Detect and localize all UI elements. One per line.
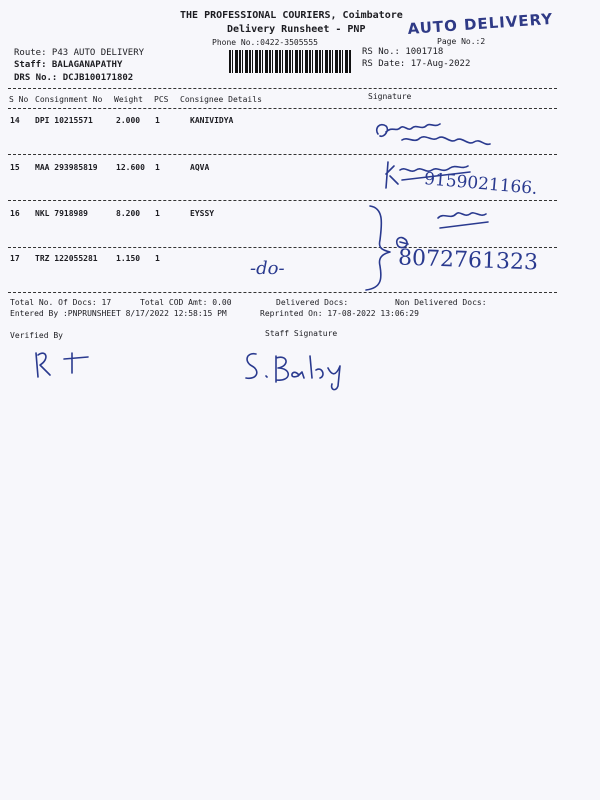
row-consignment: TRZ 122055281 <box>35 254 98 263</box>
staff-label: Staff: BALAGANAPATHY <box>14 60 123 70</box>
row-sno: 14 <box>10 116 20 125</box>
col-weight: Weight <box>114 95 143 104</box>
row-pcs: 1 <box>155 163 160 172</box>
total-docs: Total No. Of Docs: 17 <box>10 298 112 307</box>
row-pcs: 1 <box>155 209 160 218</box>
col-consignee: Consignee Details <box>180 95 262 104</box>
barcode <box>229 50 351 73</box>
row-sno: 17 <box>10 254 20 263</box>
row-consignment: NKL 7918989 <box>35 209 88 218</box>
handwritten-phone-1: 9159021166. <box>423 169 539 199</box>
col-signature: Signature <box>368 92 412 101</box>
cod-amount: Total COD Amt: 0.00 <box>140 298 232 307</box>
reprinted-on: Reprinted On: 17-08-2022 13:06:29 <box>260 309 419 318</box>
rs-number: RS No.: 1001718 <box>362 47 444 57</box>
rs-date: RS Date: 17-Aug-2022 <box>362 59 471 69</box>
col-consignment: Consignment No <box>35 95 103 104</box>
row-sno: 15 <box>10 163 20 172</box>
signature-row-14 <box>372 110 512 154</box>
non-delivered-docs: Non Delivered Docs: <box>395 298 487 307</box>
staff-signature <box>240 346 370 396</box>
handwritten-phone-2: 8072761323 <box>397 245 539 276</box>
handwritten-ditto: -do- <box>250 258 285 279</box>
row-weight: 12.600 <box>116 163 145 172</box>
verified-by-label: Verified By <box>10 331 63 340</box>
row-consignee: AQVA <box>190 163 210 172</box>
staff-signature-label: Staff Signature <box>265 329 338 338</box>
page-number: Page No.:2 <box>437 37 486 46</box>
route-label: Route: P43 AUTO DELIVERY <box>14 48 145 58</box>
company-name: THE PROFESSIONAL COURIERS, Coimbatore <box>180 10 403 21</box>
row-sno: 16 <box>10 209 20 218</box>
verifier-signature <box>28 345 108 385</box>
divider <box>8 88 557 89</box>
entered-by: Entered By :PNPRUNSHEET 8/17/2022 12:58:15 PM <box>10 309 227 318</box>
auto-delivery-stamp: AUTO DELIVERY <box>407 9 554 38</box>
document-title: Delivery Runsheet - PNP <box>227 24 366 35</box>
row-consignment: DPI 10215571 <box>35 116 93 125</box>
row-pcs: 1 <box>155 116 160 125</box>
row-consignment: MAA 293985819 <box>35 163 98 172</box>
row-weight: 1.150 <box>116 254 141 263</box>
col-sno: S No <box>9 95 29 104</box>
row-consignee: KANIVIDYA <box>190 116 234 125</box>
row-weight: 8.200 <box>116 209 141 218</box>
row-weight: 2.000 <box>116 116 141 125</box>
divider <box>8 108 557 109</box>
row-pcs: 1 <box>155 254 160 263</box>
drs-number: DRS No.: DCJB100171802 <box>14 73 134 83</box>
delivered-docs: Delivered Docs: <box>276 298 349 307</box>
col-pcs: PCS <box>154 95 169 104</box>
row-consignee: EYSSY <box>190 209 215 218</box>
phone-number: Phone No.:0422-3505555 <box>212 38 318 47</box>
